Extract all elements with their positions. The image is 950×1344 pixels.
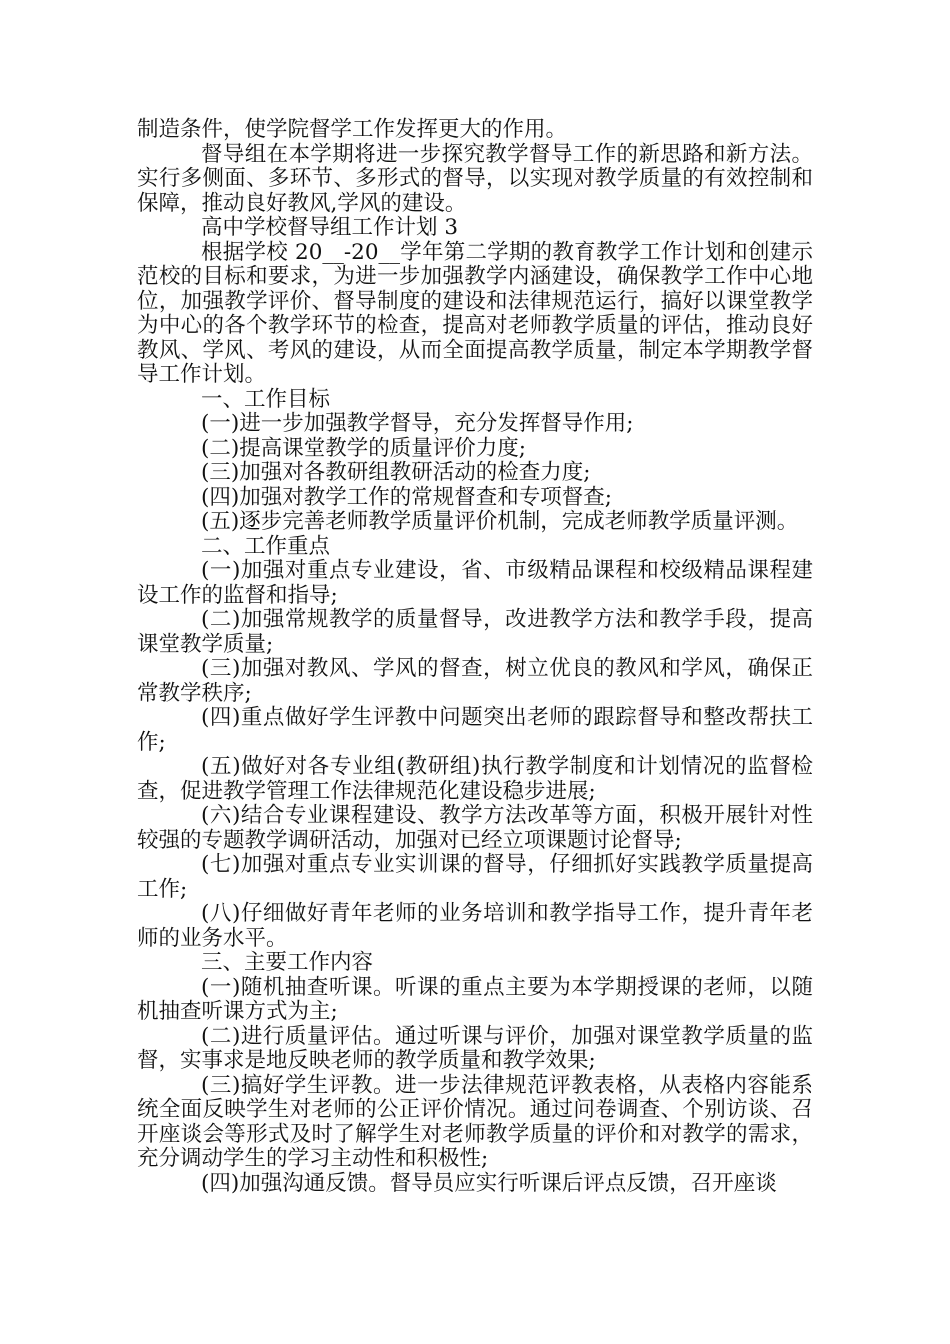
heading-work-goals: 一、工作目标 bbox=[201, 386, 331, 412]
goal-item-4: (四)加强对教学工作的常规督查和专项督查; bbox=[201, 484, 613, 510]
paragraph-2: 督导组在本学期将进一步探究教学督导工作的新思路和新方法。实行多侧面、多环节、多形式的督导，以实现对教学质量的有效控制和保障，推动良好教风,学风的建设。 bbox=[137, 141, 813, 216]
heading-work-focus: 二、工作重点 bbox=[201, 533, 331, 559]
paragraph-1: 制造条件，使学院督学工作发挥更大的作用。 bbox=[137, 117, 568, 142]
focus-item-3: (三)加强对教风、学风的督查，树立优良的教风和学风，确保正常教学秩序; bbox=[137, 656, 813, 706]
heading-main-content: 三、主要工作内容 bbox=[201, 950, 374, 975]
focus-item-1: (一)加强对重点专业建设，省、市级精品课程和校级精品课程建设工作的监督和指导; bbox=[137, 558, 813, 608]
focus-item-4: (四)重点做好学生评教中问题突出老师的跟踪督导和整改帮扶工作; bbox=[137, 705, 813, 755]
content-item-2: (二)进行质量评估。通过听课与评价，加强对课堂教学质量的监督，实事求是地反映老师的教学质量和教学效果; bbox=[137, 1023, 813, 1073]
focus-item-6: (六)结合专业课程建设、教学方法改革等方面，积极开展针对性较强的专题教学调研活动，加强对已经立项课题讨论督导; bbox=[137, 803, 813, 853]
focus-item-2: (二)加强常规教学的质量督导，改进教学方法和教学手段，提高课堂教学质量; bbox=[137, 607, 813, 657]
goal-item-1: (一)进一步加强教学督导，充分发挥督导作用; bbox=[201, 411, 634, 436]
content-item-4: (四)加强沟通反馈。督导员应实行听课后评点反馈，召开座谈 bbox=[201, 1170, 777, 1196]
content-item-3: (三)搞好学生评教。进一步法律规范评教表格，从表格内容能系统全面反映学生对老师的公正评价情况。通过问卷调查、个别访谈、召开座谈会等形式及时了解学生对老师教学质量的评价和对教学的需求，充分调动学生的学习主动性和积极性; bbox=[137, 1072, 813, 1171]
goal-item-3: (三)加强对各教研组教研活动的检查力度; bbox=[201, 460, 591, 485]
goal-item-5: (五)逐步完善老师教学质量评价机制，完成老师教学质量评测。 bbox=[201, 509, 799, 534]
focus-item-7: (七)加强对重点专业实训课的督导，仔细抓好实践教学质量提高工作; bbox=[137, 852, 813, 902]
goal-item-2: (二)提高课堂教学的质量评价力度; bbox=[201, 435, 527, 461]
section-title-plan-3: 高中学校督导组工作计划 3 bbox=[201, 215, 459, 240]
focus-item-8: (八)仔细做好青年老师的业务培训和教学指导工作，提升青年老师的业务水平。 bbox=[137, 901, 813, 951]
document-page bbox=[137, 118, 813, 1196]
content-item-1: (一)随机抽查听课。听课的重点主要为本学期授课的老师，以随机抽查听课方式为主; bbox=[137, 974, 813, 1024]
focus-item-5: (五)做好对各专业组(教研组)执行教学制度和计划情况的监督检查，促进教学管理工作法律规范化建设稳步进展; bbox=[137, 754, 813, 804]
paragraph-intro: 根据学校 20__-20__学年第二学期的教育教学工作计划和创建示范校的目标和要求，为进一步加强教学内涵建设，确保教学工作中心地位，加强教学评价、督导制度的建设和法律规范运行，搞好以课堂教学为中心的各个教学环节的检查，提高对老师教学质量的评估，推动良好教风、学风、考风的建设，从而全面提高教学质量，制定本学期教学督导工作计划。 bbox=[137, 239, 813, 387]
